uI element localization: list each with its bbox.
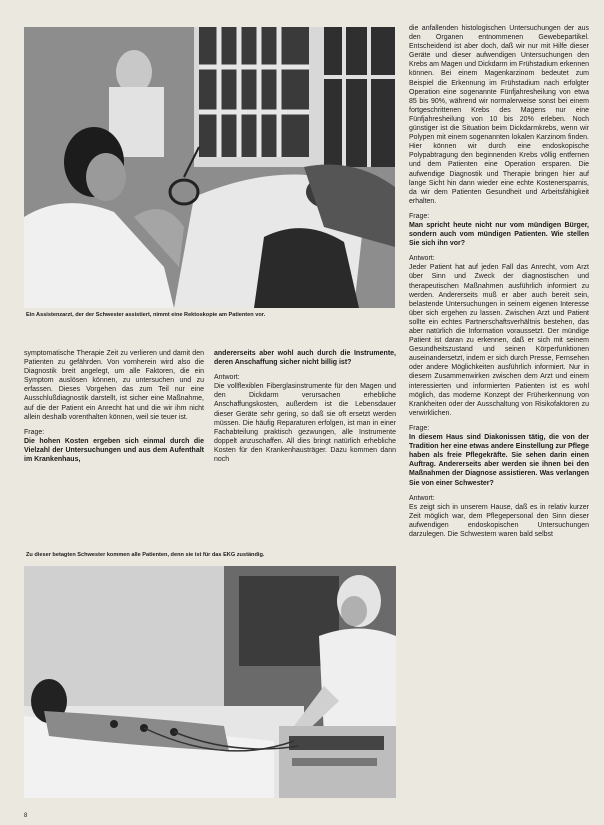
bottom-photo-caption: Zu dieser betagten Schwester kommen alle Patienten, denn sie ist für das EKG zuständig. — [26, 552, 265, 558]
question-text: Die hohen Kosten ergeben sich einmal durch die Vielzahl der Untersuchungen und aus dem Aufenthalt im Krankenhaus, — [24, 437, 204, 464]
question-label: Frage: — [24, 428, 45, 436]
answer1-text: Jeder Patient hat auf jeden Fall das Anrecht, vom Arzt über Sinn und Zweck der diagnostischen und therapeutischen Maßnahmen ausführlich informiert zu werden. Andererseits muß er aber auch bereit sein, belastende Untersuchungen in seinem eigenen Interesse über sich ergehen zu lassen. Zwischen Arzt und Patient sollte ein echtes Partnerschaftsverhältnis bestehen, das aber natürlich die Information voraussetzt. Der mündige Patient ist daran zu erkennen, daß er sich mit seinem Gesundheitszustand und seinen Körperfunktionen auseinandersetzt, indem er sich durch Presse, Fernsehen oder andere Möglichkeiten ausführlich informiert. Nur in diesem Zusammenwirken zwischen dem Arzt und einem interessierten und informierten Patienten ist es wohl möglich, das moderne Konzept der Früherkennung von Krankheiten oder der Ausschaltung von Risikofaktoren zu verwirklichen. — [409, 264, 589, 417]
question1-label: Frage: — [409, 212, 430, 220]
top-photo-caption: Ein Assistenzarzt, der der Schwester assistiert, nimmt eine Rektoskopie am Patienten vor. — [26, 312, 266, 318]
question-continuation: andererseits aber wohl auch durch die Instrumente, deren Anschaffung sicher nicht billig ist? — [214, 350, 396, 367]
rectoscopy-photo — [24, 27, 395, 308]
page-number: 8 — [24, 813, 28, 819]
answer-label: Antwort: — [214, 374, 240, 382]
answer2-text: Es zeigt sich in unserem Hause, daß es in relativ kurzer Zeit möglich war, dem Pflegepersonal den Sinn dieser aufwendigen endoskopischen Untersuchungen darzulegen. Die Schwestern waren bald selbst — [409, 503, 589, 538]
ekg-photo — [24, 566, 396, 798]
answer2-label: Antwort: — [409, 494, 435, 502]
left-column — [24, 349, 204, 534]
left-column-text: symptomatische Therapie Zeit zu verlieren und damit den Patienten zu gefährden. Von vornherein wird also die Diagnostik breit angelegt, um alle Faktoren, die ein Symptom auslösen können, zu untersuchen und zu erfassen. Dieses Vorgehen das zum Teil nur eine Ausschlußdiagnostik darstellt, ist sicher eine Maßnahme, auf die der Patient ein Anrecht hat und die wir ihm nicht allein deshalb vorenthalten können, weil sie teuer ist. — [24, 350, 204, 421]
answer1-label: Antwort: — [409, 255, 435, 263]
right-column-continuation: die anfallenden histologischen Untersuchungen der aus den Organen entnommenen Gewebepartikel. Entscheidend ist aber doch, daß wir nur mit Hilfe dieser Geräte und dieser aufwendigen Untersuchungen den Krebs am Magen und Dickdarm im Frühstadium erkennen können. Bei einem Magenkarzinom bedeutet zum Beispiel die Erkennung im Frühstadium nach erfolgter Operation eine sogenannte Fünfjahresheilung von etwa 85 bis 90%, während wir normalerweise sonst bei einem fortgeschrittenen Krebs des Magens nur eine Fünfjahresheilung von 10 bis 20% erleben. Noch günstiger ist die Situation beim Dickdarmkrebs, wenn wir Polypen mit einem sogenannten lokalen Karzinom finden. Hier können wir durch eine endoskopische Polypabtragung den beginnenden Krebs völlig entfernen und dem Patienten eine Operation ersparen. Die aufwendige Diagnostik und Therapie bringen hier auf lange Sicht hin dann wieder eine echte Kostenersparnis, da wir dem Patienten Gesundheit und Arbeitsfähigkeit erhalten. — [409, 25, 589, 205]
top-photo — [24, 27, 395, 308]
right-column — [409, 24, 589, 824]
answer-text: Die vollflexiblen Fiberglasinstrumente für den Magen und den Dickdarm verursachen erhebliche Anschaffungskosten, außerdem ist die Lebensdauer dieser Geräte sehr gering, so daß sie oft ersetzt werden müssen. Die häufig Reparaturen erfolgen, ist man in einer Fachabteilung praktisch gezwungen, alle Instrumente doppelt anzuschaffen. All dies bringt natürlich erhebliche Kosten für den Krankenhausträger. Dazu kommen dann noch — [214, 383, 396, 464]
middle-column — [214, 349, 396, 539]
question2-text: In diesem Haus sind Diakonissen tätig, die von der Tradition her eine etwas andere Einstellung zur Pflege haben als freie Pflegekräfte. Sie sehen darin einen Auftrag. Andererseits aber werden sie ihnen bei den Maßnahmen der Diagnose assistieren. Was verlangen Sie von einer Schwester? — [409, 434, 589, 487]
question1-text: Man spricht heute nicht nur vom mündigen Bürger, sondern auch vom mündigen Patienten. Wie stellen Sie sich ihn vor? — [409, 221, 589, 248]
question2-label: Frage: — [409, 424, 430, 432]
bottom-photo — [24, 566, 396, 798]
